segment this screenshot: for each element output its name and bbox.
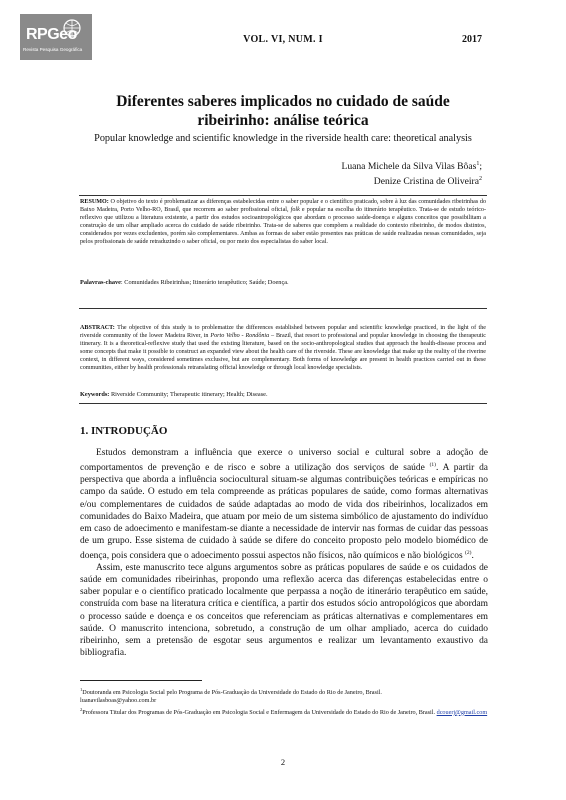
- resumo-keywords-text: : Comunidades Ribeirinhas; Itinerário terapêutico; Saúde; Doença.: [120, 279, 289, 286]
- title-line-2: ribeirinho: análise teórica: [197, 112, 369, 129]
- abstract-place: Porto Velho - Rondônia: [210, 333, 270, 340]
- footnote-1-text: Doutoranda em Psicologia Social pelo Programa de Pós-Graduação da Universidade do Estado do Rio de Janeiro, Brasil.: [82, 689, 382, 697]
- p1-text-b: . A partir da perspectiva que aborda a influência sociocultural situam-se algumas contribuições teóricas e empíricas no campo da saúde. O estudo em tela compreende as práticas populares de saúde, como formas alternativas e/ou complementares de cuidados de saúde adaptadas ao modo de vida dos ribeirinhos, localizados em comunidades do Baixo Madeira, que atuam por meio de um sistema simbólico de ajustamento do indivíduo em caso de adoecimento e manifestam-se diante a necessidade de intervir nas formas de cuidar das pessoas de um grupo. Esse sistema de cuidado à saúde se difere do conceito proposto pelo modelo biomédico de doença, pois considera que o adoecimento possui aspectos não físicos, não químicos e não biológicos: [80, 463, 488, 562]
- abstract-keywords: [80, 391, 486, 399]
- resumo-paragraph: [80, 198, 486, 247]
- p1-text-c: .: [471, 551, 474, 562]
- resumo-bottom-rule: [79, 308, 487, 309]
- resumo-text-b: e popular na escolha do itinerário terapêutico. Trata-se de estudo teórico-reflexivo que utilizou a literatura existente, a partir dos estudos socioantropológicos que abordam o processo saúde-doença e alguns conceitos que possibilitam a construção de um olhar ampliado acerca do cuidado de saúde ribeirinho. Trata-se de saberes que compõem a realidade do contexto ribeirinho, de modos distintos, considerados por vezes excludentes, porém são complementares. Ambas as formas de saber estão presentes nas práticas de saúde realizadas nessas comunidades, seja pelos profissionais de saúde retraduzindo o saber oficial, ou por meio dos especialistas do saber local.: [80, 207, 486, 246]
- authors: Luana Michele da Silva Vilas Bôas$^1$; Denize Cristina de Oliveira$^2$: [341, 161, 482, 188]
- resumo-top-rule: [79, 195, 487, 196]
- page-number: 2: [280, 757, 286, 767]
- footnote-2-mark: 2: [80, 706, 83, 712]
- abstract-label: ABSTRACT:: [80, 325, 115, 331]
- footnote-rule: [80, 680, 202, 681]
- logo-text: RPGeo: [26, 26, 77, 43]
- footnote-1-mark: 1: [80, 687, 83, 692]
- logo-subtitle: Revista Pesquisa Geográfica: [23, 47, 83, 52]
- resumo-folk: folk: [290, 207, 300, 214]
- intro-paragraph-1: [80, 447, 488, 562]
- author-1-mark: 1: [476, 161, 480, 167]
- author-2-mark: 2: [479, 176, 482, 183]
- title-line-1: Diferentes saberes implicados no cuidado de saúde: [116, 93, 450, 110]
- resumo-label: RESUMO:: [80, 199, 109, 205]
- p1-ref-1: (1): [429, 462, 437, 469]
- footnote-1-email[interactable]: luanavilasboas@yahoo.com.br: [80, 697, 157, 705]
- intro-body: [80, 447, 488, 659]
- volume-label: VOL. VI, NUM. I: [243, 34, 323, 45]
- abstract-keywords-text: Riverside Community; Therapeutic itinerary; Health; Disease.: [109, 391, 268, 398]
- article-title: [60, 92, 506, 130]
- author-1: Luana Michele da Silva Vilas Bôas: [341, 161, 477, 173]
- section-heading: 1. INTRODUÇÃO: [80, 425, 168, 437]
- resumo-keywords: [80, 279, 486, 287]
- resumo-keywords-label: Palavras-chave: [80, 279, 121, 286]
- footnote-2: [80, 706, 488, 717]
- footnote-2-email[interactable]: dcouerj@gmail.com: [436, 708, 488, 716]
- abstract-paragraph: [80, 324, 486, 373]
- footnote-2-text: Professora Titular dos Programas de Pós-Graduação em Psicologia Social e Enfermagem da Universidade do Estado do Rio de Janeiro, Brasil.: [82, 708, 437, 716]
- year-label: 2017: [462, 34, 482, 45]
- p1-ref-2: (2): [465, 549, 472, 556]
- intro-paragraph-2: Assim, este manuscrito tece alguns argumentos sobre as práticas populares de saúde e os cuidados de saúde em comunidades ribeirinhas, propondo uma reflexão acerca das diferenças estabelecidas entre o saber popular e o científico praticado localmente que perpassa a noção de itinerário terapêutico em saúde, construída com base na literatura crítica e científica, a partir dos estudos sócio antropológicos que abordam o processo saúde e doença e os conceitos que referenciam as práticas alternativas e complementares em saúde. O manuscrito intenciona, sobretudo, a construção de um olhar ampliado, acerca do cuidado ribeirinho, sem a pretensão de esgotar seus argumentos e realizar um levantamento exaustivo da bibliografia.: [80, 563, 488, 658]
- abstract-bottom-rule: [79, 403, 487, 404]
- abstract-keywords-label: Keywords:: [80, 391, 110, 398]
- author-2: Denize Cristina de Oliveira: [373, 176, 479, 188]
- p1-text-a: Estudos demonstram a influência que exerce o universo social e cultural sobre a adoção de comportamentos de prevenção e de risco e sobre a utilização dos serviços de saúde: [80, 448, 488, 474]
- footnote-1: [80, 686, 488, 706]
- abstract-text-b: – Brazil, that resort to professional and popular knowledge in choosing the therapeutic itinerary. It is a theoretical-reflexive study that used the existing literature, based on the socio-anthropological studies that approach the health-disease process and some concepts that make it possible to construct an expanded view about the health care of the riverside. These are knowledge that make up the reality of the riverine context, in different ways, considered sometimes exclusive, but are complementary. Both forms of knowledge are present in health practices carried out in these communities, either by health professionals retranslating official knowledge or through local knowledge specialists.: [80, 333, 486, 372]
- footnotes: [80, 686, 488, 717]
- abstract-text-a: The objective of this study is to problematize the differences established between popular and scientific knowledge practiced, in the light of the riverside community of the lower Madeira River, in: [80, 325, 486, 340]
- resumo-text-a: O objetivo do texto é problematizar as diferenças estabelecidas entre o saber popular e o científico praticado, sobre à luz das comunidades ribeirinhas do Baixo Madeira, Porto Velho-RO, Brasil, que recorrem ao saber profissional oficial,: [80, 199, 486, 214]
- article-subtitle: Popular knowledge and scientific knowledge in the riverside health care: theoretical analysis: [94, 133, 472, 144]
